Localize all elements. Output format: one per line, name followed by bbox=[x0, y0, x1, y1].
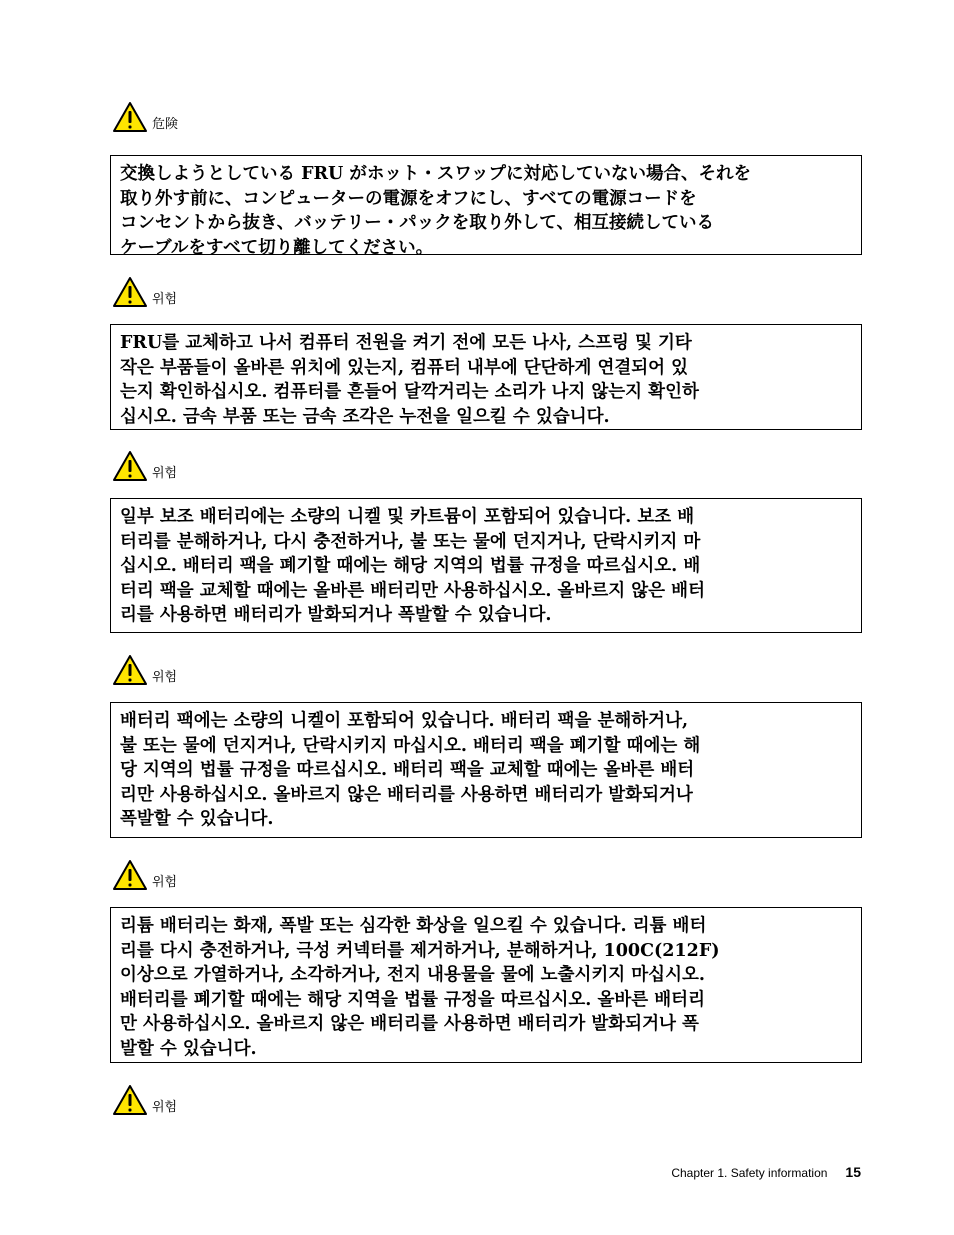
danger-heading-label: 위험 bbox=[152, 670, 178, 685]
page-footer bbox=[671, 1164, 861, 1180]
notice-text: 일부 보조 배터리에는 소량의 니켈 및 카트뮴이 포함되어 있습니다. 보조 배 터리를 분해하거나, 다시 충전하거나, 불 또는 물에 던지거나, 단락시키지 마 십시오. 배터리 팩을 폐기할 때에는 해당 지역의 법률 규정을 따르십시오. 배 터리 팩을 교체할 때에는 올바른 배터리만 사용하십시오. 올바르지 않은 배터 리를 사용하면 배터리가 발화되거나 폭발할 수 있습니다. bbox=[120, 507, 705, 625]
danger-heading-3 bbox=[112, 450, 177, 482]
notice-text: 交換しようとしている FRU がホット・スワップに対応していない場合、それを 取り外す前に、コンピューターの電源をオフにし、すべての電源コードを コンセントから抜き、バッテリー・パックを取り外して、相互接続している ケーブルをすべて切り離してください。 bbox=[120, 164, 752, 258]
warning-triangle-icon bbox=[112, 276, 148, 308]
notice-text: 배터리 팩에는 소량의 니켈이 포함되어 있습니다. 배터리 팩을 분해하거나, 불 또는 물에 던지거나, 단락시키지 마십시오. 배터리 팩을 폐기할 때에는 해 당 지역의 법률 규정을 따르십시오. 배터리 팩을 교체할 때에는 올바른 배터 리만 사용하십시오. 올바르지 않은 배터리를 사용하면 배터리가 발화되거나 폭발할 수 있습니다. bbox=[120, 711, 701, 829]
notice-text: 리튬 배터리는 화재, 폭발 또는 심각한 화상을 일으킬 수 있습니다. 리튬 배터 리를 다시 충전하거나, 극성 커넥터를 제거하거나, 분해하거나, 100C(212F) 이상으로 가열하거나, 소각하거나, 전지 내용물을 물에 노출시키지 마십시오. 배터리를 폐기할 때에는 해당 지역을 법률 규정을 따르십시오. 올바른 배터리 만 사용하십시오. 올바르지 않은 배터리를 사용하면 배터리가 발화되거나 폭 발할 수 있습니다. bbox=[120, 916, 720, 1059]
danger-heading-6 bbox=[112, 1084, 177, 1116]
danger-heading-4 bbox=[112, 654, 177, 686]
danger-heading-1 bbox=[112, 101, 178, 133]
danger-heading-2 bbox=[112, 276, 177, 308]
warning-triangle-icon bbox=[112, 1084, 148, 1116]
danger-heading-label: 危険 bbox=[152, 117, 179, 132]
danger-heading-label: 위험 bbox=[152, 292, 178, 307]
notice-box-4 bbox=[110, 702, 862, 838]
warning-triangle-icon bbox=[112, 101, 148, 133]
warning-triangle-icon bbox=[112, 450, 148, 482]
danger-heading-label: 위험 bbox=[152, 875, 178, 890]
danger-heading-5 bbox=[112, 859, 177, 891]
warning-triangle-icon bbox=[112, 654, 148, 686]
danger-heading-label: 위험 bbox=[152, 466, 178, 481]
notice-box-1 bbox=[110, 155, 862, 258]
page-number: 15 bbox=[845, 1164, 861, 1180]
notice-box-5 bbox=[110, 907, 862, 1063]
notice-text: FRU를 교체하고 나서 컴퓨터 전원을 켜기 전에 모든 나사, 스프링 및 기타 작은 부품들이 올바른 위치에 있는지, 컴퓨터 내부에 단단하게 연결되어 있 는지 확인하십시오. 컴퓨터를 흔들어 달깍거리는 소리가 나지 않는지 확인하 십시오. 금속 부품 또는 금속 조각은 누전을 일으킬 수 있습니다. bbox=[120, 333, 699, 427]
notice-box-2 bbox=[110, 324, 862, 430]
notice-box-3 bbox=[110, 498, 862, 633]
danger-heading-label: 위험 bbox=[152, 1100, 178, 1115]
warning-triangle-icon bbox=[112, 859, 148, 891]
chapter-title: Chapter 1. Safety information bbox=[671, 1166, 828, 1180]
